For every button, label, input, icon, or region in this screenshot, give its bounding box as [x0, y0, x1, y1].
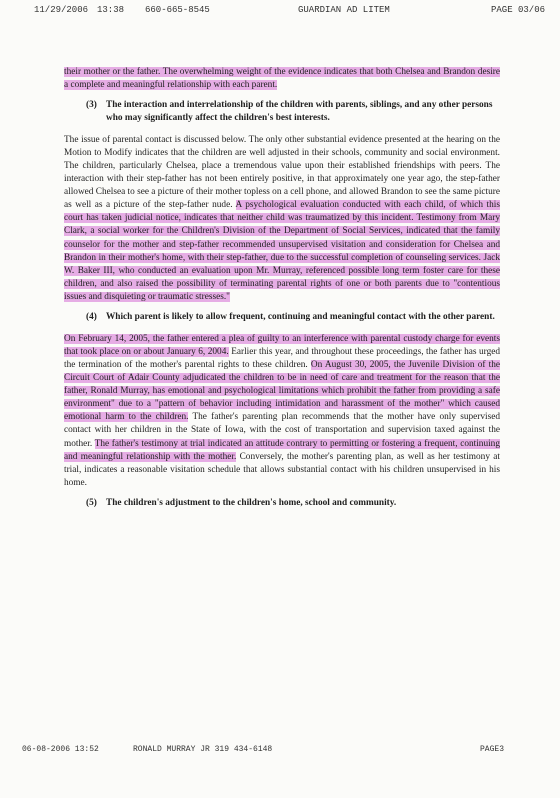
- factor-number: (4): [86, 312, 97, 322]
- factor-number: (5): [86, 497, 97, 508]
- highlighted-text: The father's testimony at trial indicated an attitude contrary to permitting or fostering a frequent, continuing and meaningful relationship with the mother.: [64, 438, 500, 462]
- opening-paragraph: [64, 66, 500, 92]
- highlighted-text: A psychological evaluation conducted with each child, of which this court has taken judicial notice, indicates that neither child was traumatized by this incident. Testimony from Mary Clark, a social worker for the Children's Division of the Department of Social Services, indicated that the family counselor for the mother and step-father recommended unsupervised visitation and consideration for Chelsea and Brandon in their mother's home, with their step-father, due to the successful completion of counseling services. Jack W. Baker III, who conducted an evaluation upon Mr. Murray, referenced possible long term foster care for these children, and also raised the possibility of terminating parental rights of one or both parents due to "contentious issues and disquieting or traumatic stresses.": [64, 200, 500, 302]
- footer-sender: RONALD MURRAY JR 319 434-6148: [133, 745, 273, 754]
- paragraph-text: Conversely, the mother's parenting plan, as well as her testimony at trial, indicates a reasonable visitation schedule that allows substantial contact with his children unsupervised in his home.: [64, 451, 500, 488]
- fax-phone: 660-665-8545: [145, 5, 210, 15]
- factor-4-heading: [86, 311, 500, 324]
- footer-datetime: 06-08-2006 13:52: [22, 745, 99, 754]
- highlighted-text: On August 30, 2005, the Juvenile Division of the Circuit Court of Adair County adjudicated the children to be in need of care and treatment for the reason that the father, Ronald Murray, has emotional and psychological limitations which prohibit the father from providing a safe environment" due to a "pattern of behavior including intimidation and harassment of the mother" which caused emotional harm to the children.: [64, 359, 501, 423]
- factor-5-heading: [86, 497, 500, 510]
- factor-3-heading: [86, 99, 500, 125]
- fax-page: PAGE 03/06: [491, 5, 546, 15]
- factor-title: The children's adjustment to the children's home, school and community.: [106, 497, 397, 508]
- paragraph-text: The father's parenting plan recommends that the mother have only supervised contact with her children in the State of Iowa, with the cost of transportation and supervision taxed against the mother.: [64, 412, 500, 449]
- paragraph-text: Earlier this year, and throughout these proceedings, the father has urged the termination of the mother's parental rights to these children.: [64, 346, 500, 370]
- factor-3-paragraph: [64, 134, 500, 304]
- document-body: [64, 66, 500, 519]
- footer-page: PAGE3: [480, 745, 505, 754]
- fax-footer: [0, 745, 560, 759]
- factor-title: The interaction and interrelationship of the children with parents, siblings, and any other persons who may significantly affect the children's best interests.: [106, 100, 493, 123]
- fax-time: 13:38: [97, 5, 125, 15]
- fax-header: [0, 0, 560, 18]
- highlighted-text: On February 14, 2005, the father entered a plea of guilty to an interference with parental custody charge for events that took place on or about January 6, 2004.: [64, 333, 500, 357]
- highlighted-text: their mother or the father. The overwhelming weight of the evidence indicates that both Chelsea and Brandon desire a complete and meaningful relationship with each parent.: [64, 67, 500, 91]
- factor-4-paragraph: [64, 333, 500, 490]
- factor-number: (3): [86, 100, 97, 111]
- factor-title: Which parent is likely to allow frequent, continuing and meaningful contact with the other parent.: [106, 312, 495, 322]
- paragraph-text: The issue of parental contact is discussed below. The only other substantial evidence presented at the hearing on the Motion to Modify indicates that the children are well adjusted in their schools, community and social environment. The children, particularly Chelsea, place a tremendous value upon their established friendships with peers. The interaction with their step-father has not been entirely positive, in that approximately one year ago, the step-father allowed Chelsea to see a picture of their mother topless on a cell phone, and allowed Brandon to see the same picture as well as a picture of the step-father nude.: [64, 134, 500, 211]
- fax-date: 11/29/2006: [34, 5, 89, 15]
- fax-sender: GUARDIAN AD LITEM: [298, 5, 390, 15]
